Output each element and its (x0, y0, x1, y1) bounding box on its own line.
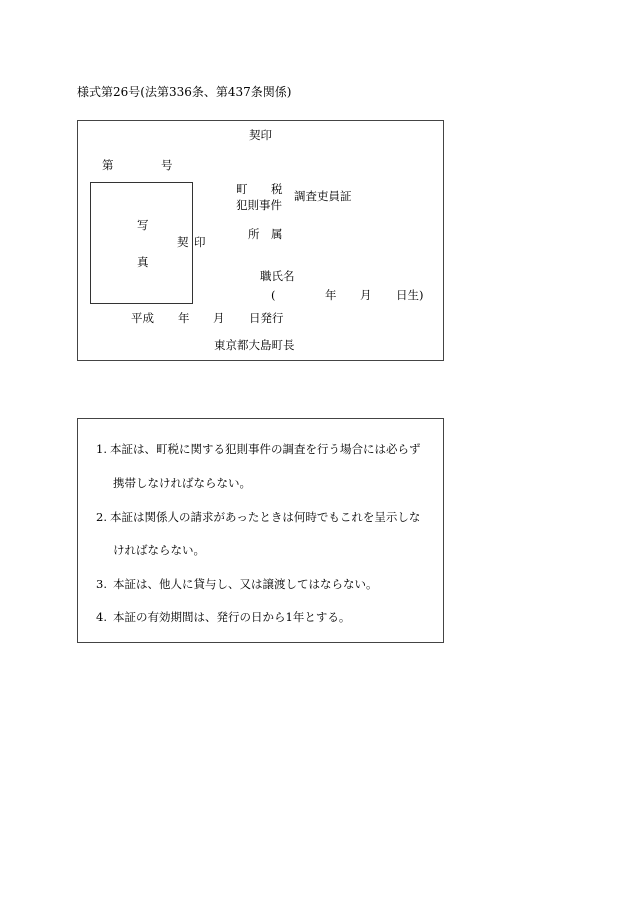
number-prefix: 第 (102, 158, 114, 172)
seal-side-label-2: 印 (194, 235, 206, 249)
tax-char: 税 (271, 182, 283, 196)
crime-case-label: 犯則事件 (236, 198, 282, 212)
notice-item-3-line1: 本証は、他人に貸与し、又は譲渡してはならない。 (113, 577, 378, 591)
birth-open-paren: ( (271, 288, 276, 302)
notice-item-4-number: 4. (96, 610, 107, 624)
issue-day-label: 日発行 (249, 311, 284, 325)
notice-item-2-number: 2. (96, 510, 107, 524)
certificate-back (77, 418, 444, 643)
birth-month-label: 月 (360, 288, 372, 302)
form-title: 様式第26号(法第336条、第437条関係) (77, 85, 292, 99)
certificate-front (77, 120, 444, 361)
photo-label-top: 写 (137, 218, 149, 232)
issue-month-label: 月 (213, 311, 225, 325)
certificate-name: 調査吏員証 (294, 189, 352, 203)
affiliation-label-1: 所 (248, 227, 260, 241)
notice-item-1-line2: 携帯しなければならない。 (113, 476, 251, 490)
notice-item-2-line2: ければならない。 (113, 543, 205, 557)
birth-day-label: 日生) (396, 288, 424, 302)
position-name-label: 職氏名 (260, 269, 295, 283)
issue-year-label: 年 (178, 311, 190, 325)
photo-label-bottom: 真 (137, 255, 149, 269)
birth-year-label: 年 (325, 288, 337, 302)
notice-item-1-number: 1. (96, 442, 107, 456)
notice-item-4-line1: 本証の有効期間は、発行の日から1年とする。 (113, 610, 351, 624)
seal-side-label-1: 契 (177, 235, 189, 249)
issuer-name: 東京都大島町長 (214, 338, 295, 352)
issue-era-label: 平成 (131, 311, 154, 325)
notice-item-3-number: 3. (96, 577, 107, 591)
number-suffix: 号 (161, 158, 173, 172)
notice-item-2-line1: 本証は関係人の請求があったときは何時でもこれを呈示しな (110, 510, 421, 524)
town-char: 町 (236, 182, 248, 196)
notice-item-1-line1: 本証は、町税に関する犯則事件の調査を行う場合には必らず (110, 442, 421, 456)
affiliation-label-2: 属 (271, 227, 283, 241)
seal-top-label: 契印 (249, 128, 272, 142)
